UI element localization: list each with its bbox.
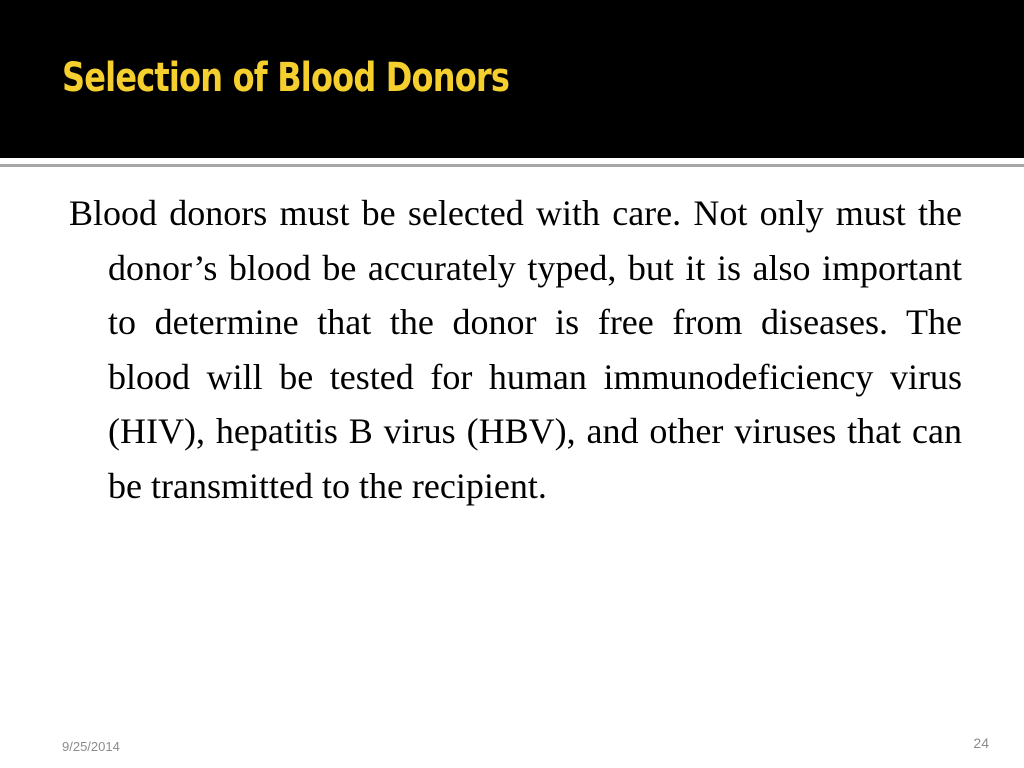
slide-title: Selection of Blood Donors [62,55,510,101]
body-paragraph: Blood donors must be selected with care. Not only must the donor’s blood be accurately typed, but it is also important to determine that the donor is free from diseases. The blood will be tested for human immunodeficiency virus (HIV), hepatitis B virus (HBV), and other viruses that can be transmitted to the recipient. [69,193,962,506]
title-divider-line [0,164,1024,167]
title-bar [0,0,1024,158]
footer-date: 9/25/2014 [62,739,120,754]
footer-page-number: 24 [973,735,989,751]
